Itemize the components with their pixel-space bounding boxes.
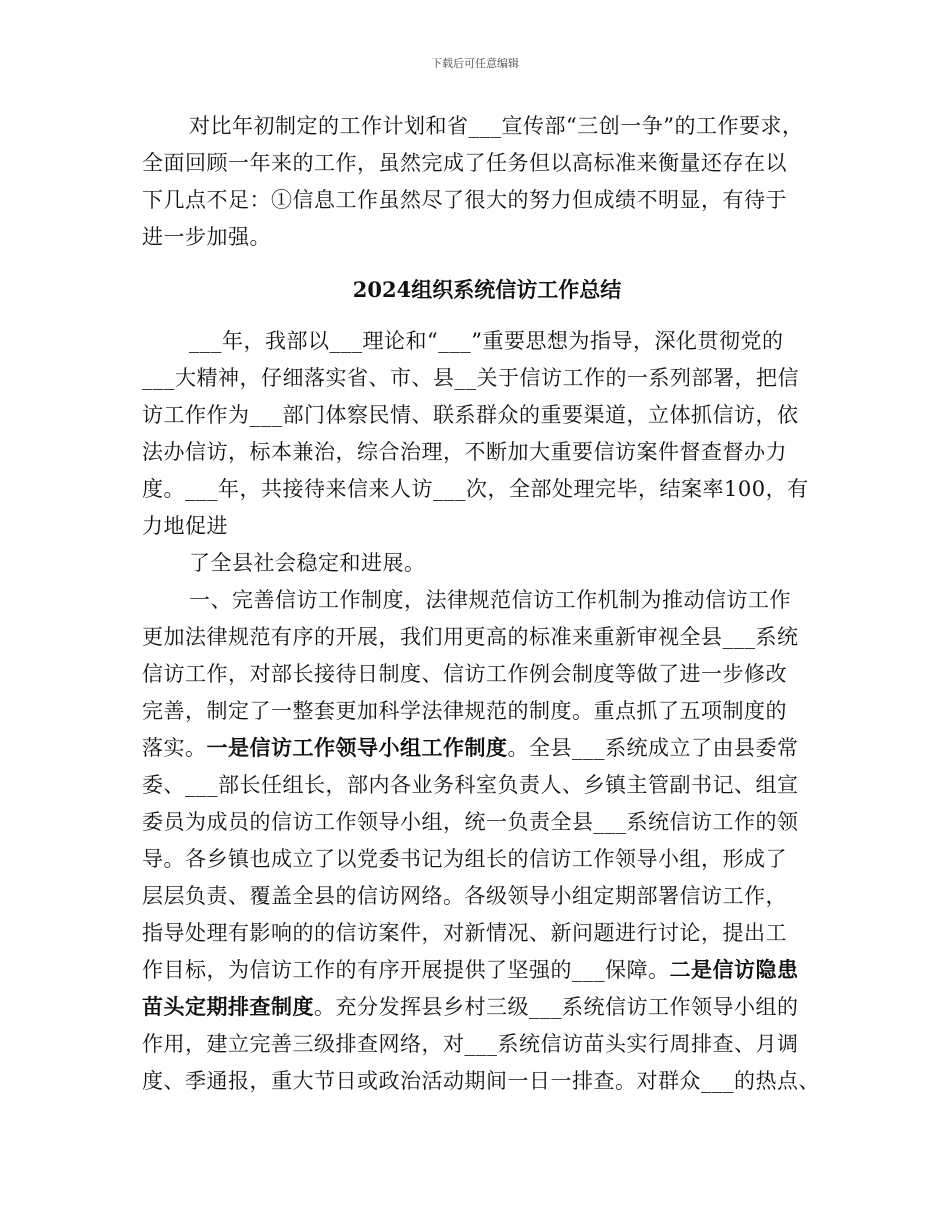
intro-line: 对比年初制定的工作计划和省___宣传部“三创一争”的工作要求， xyxy=(189,114,804,138)
paragraph-line: 完善，制定了一整套更加科学法律规范的制度。重点抓了五项制度的 xyxy=(142,699,787,723)
text-run: 。全县___系统成立了由县委常 xyxy=(507,736,799,760)
paragraph-line xyxy=(142,954,799,986)
paragraph-line xyxy=(142,732,799,764)
paragraph-line: 一、完善信访工作制度，法律规范信访工作机制为推动信访工作 xyxy=(189,588,791,612)
intro-line: 全面回顾一年来的工作，虽然完成了任务但以高标准来衡量还存在以 xyxy=(142,151,787,175)
paragraph-line xyxy=(142,991,799,1023)
paragraph-line: 度、季通报，重大节日或政治活动期间一日一排查。对群众___的热点、 xyxy=(142,1069,820,1093)
paragraph-line: 导。各乡镇也成立了以党委书记为组长的信访工作领导小组，形成了 xyxy=(142,847,787,871)
paragraph-line: 力地促进 xyxy=(142,514,228,538)
paragraph-line: 委员为成员的信访工作领导小组，统一负责全县___系统信访工作的领 xyxy=(142,810,799,834)
bold-heading-run: 一是信访工作领导小组工作制度 xyxy=(206,735,508,760)
paragraph-line: 作用，建立完善三级排查网络，对___系统信访苗头实行周排查、月调 xyxy=(142,1032,799,1056)
paragraph-line: 指导处理有影响的的信访案件，对新情况、新问题进行讨论，提出工 xyxy=(142,921,787,945)
header-note: 下载后可任意编辑 xyxy=(431,57,519,70)
paragraph-line: ___大精神，仔细落实省、市、县__关于信访工作的一系列部署，把信 xyxy=(142,366,799,390)
paragraph-line: 更加法律规范有序的开展，我们用更高的标准来重新审视全县___系统 xyxy=(142,625,799,649)
intro-line: 下几点不足：①信息工作虽然尽了很大的努力但成绩不明显，有待于 xyxy=(142,188,787,212)
text-run: 作目标，为信访工作的有序开展提供了坚强的___保障。 xyxy=(142,958,670,982)
paragraph-line: 度。___年，共接待来信来人访___次，全部处理完毕，结案率100，有 xyxy=(142,477,809,501)
paragraph-line: 信访工作，对部长接待日制度、信访工作例会制度等做了进一步修改 xyxy=(142,662,787,686)
bold-heading-run: 二是信访隐患 xyxy=(669,957,799,982)
paragraph-line: 委、___部长任组长，部内各业务科室负责人、乡镇主管副书记、组宣 xyxy=(142,773,799,797)
text-run: 。充分发挥县乡村三级___系统信访工作领导小组的 xyxy=(314,995,799,1019)
paragraph-line: 法办信访，标本兼治，综合治理，不断加大重要信访案件督查督办力 xyxy=(142,440,787,464)
paragraph-line: 层层负责、覆盖全县的信访网络。各级领导小组定期部署信访工作， xyxy=(142,884,787,908)
paragraph-line: 了全县社会稳定和进展。 xyxy=(189,551,426,575)
document-title: 2024组织系统信访工作总结 xyxy=(352,277,622,302)
intro-line: 进一步加强。 xyxy=(142,225,271,249)
text-run: 落实。 xyxy=(142,736,207,760)
bold-heading-run: 苗头定期排查制度 xyxy=(142,994,314,1019)
paragraph-line: 访工作作为___部门体察民情、联系群众的重要渠道，立体抓信访，依 xyxy=(142,403,799,427)
paragraph-line: ___年，我部以___理论和“___”重要思想为指导，深化贯彻党的 xyxy=(189,329,784,353)
